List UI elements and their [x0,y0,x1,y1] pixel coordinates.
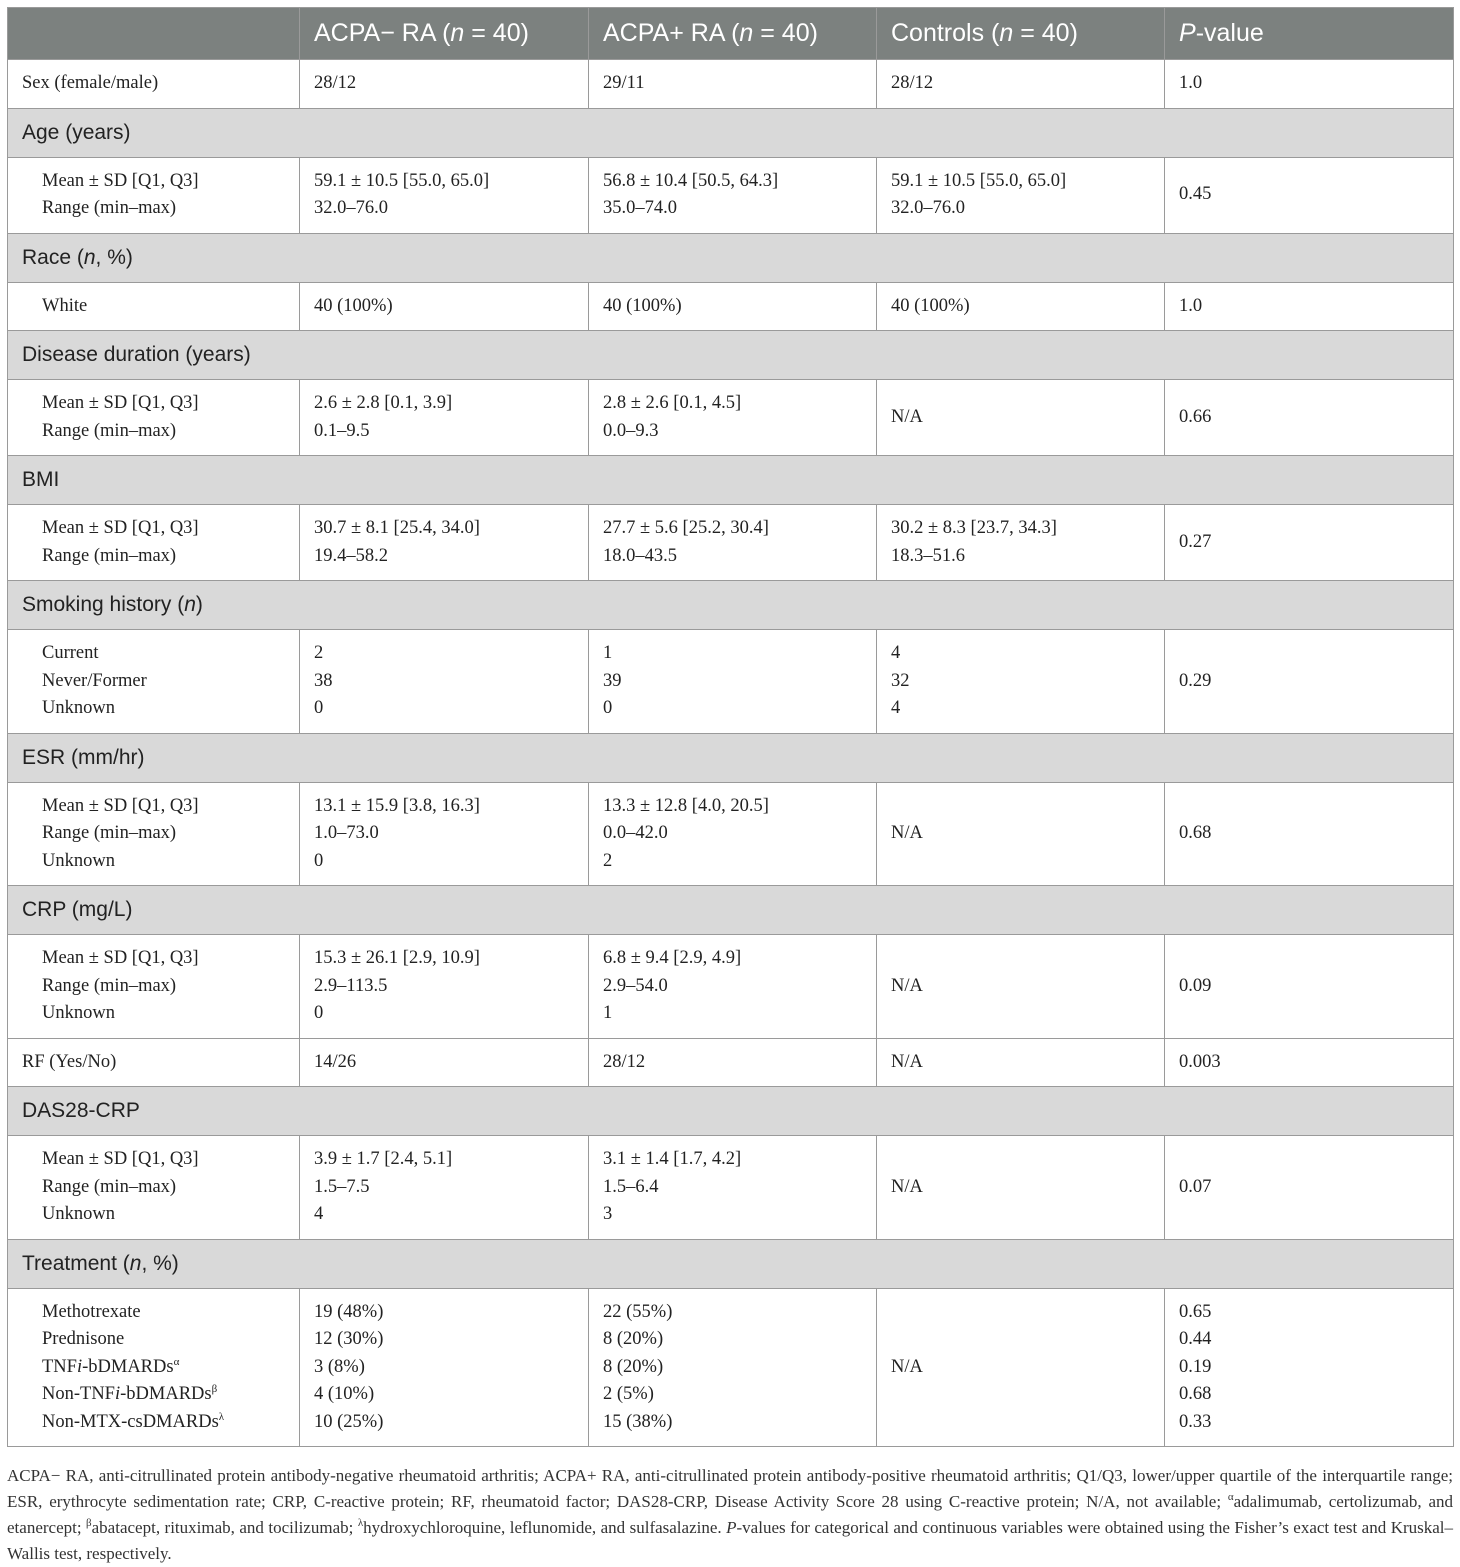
row-labels: Methotrexate Prednisone TNFi-bDMARDs$^\alpha$ Non-TNFi-bDMARDs$^\beta$ Non-MTX-csDMARDs$^\lambda$ [8,1288,300,1447]
cell-acpa-positive: 13.3 ± 12.8 [4.0, 20.5] 0.0–42.0 2 [589,782,877,886]
cell-p-value: 1.0 [1165,60,1454,109]
header-controls: Controls (n = 40) [877,8,1165,60]
header-acpa-negative: ACPA− RA (n = 40) [300,8,589,60]
table-row-age [8,157,1454,233]
cell-acpa-positive: 6.8 ± 9.4 [2.9, 4.9] 2.9–54.0 1 [589,935,877,1039]
section-row-esr [8,733,1454,782]
section-title: DAS28-CRP [8,1087,1454,1136]
cell-acpa-negative: 2.6 ± 2.8 [0.1, 3.9] 0.1–9.5 [300,380,589,456]
cell-acpa-positive: 29/11 [589,60,877,109]
cell-acpa-positive: 40 (100%) [589,282,877,331]
table-footnote: ACPA− RA, anti-citrullinated protein antibody-negative rheumatoid arthritis; ACPA+ RA, anti-citrullinated protein antibody-positive rheumatoid arthritis; Q1/Q3, lower/upper quartile of the interquartile range; ESR, erythrocyte sedimentation rate; CRP, C-reactive protein; RF, rheumatoid factor; DAS28-CRP, Disease Activity Score 28 using C-reactive protein; N/A, not available; $^\alpha$adalimumab, certolizumab, and etanercept; $^\beta$abatacept, rituximab, and tocilizumab; $^\lambda$hydroxychloroquine, leflunomide, and sulfasalazine. P-values for categorical and continuous variables were obtained using the Fisher’s exact test and Kruskal–Wallis test, respectively. [7,1466,1454,1563]
section-row-race [8,233,1454,282]
cell-acpa-negative: 59.1 ± 10.5 [55.0, 65.0] 32.0–76.0 [300,157,589,233]
cell-acpa-positive: 2.8 ± 2.6 [0.1, 4.5] 0.0–9.3 [589,380,877,456]
section-title: Smoking history (n) [8,581,1454,630]
cell-acpa-positive: 22 (55%) 8 (20%) 8 (20%) 2 (5%) 15 (38%) [589,1288,877,1447]
cell-controls: 4 32 4 [877,630,1165,734]
cell-acpa-positive: 56.8 ± 10.4 [50.5, 64.3] 35.0–74.0 [589,157,877,233]
row-labels: Mean ± SD [Q1, Q3] Range (min–max) Unknown [8,782,300,886]
cell-controls: N/A [877,935,1165,1039]
header-blank [8,8,300,60]
cell-acpa-negative: 28/12 [300,60,589,109]
cell-controls: 30.2 ± 8.3 [23.7, 34.3] 18.3–51.6 [877,505,1165,581]
section-title: CRP (mg/L) [8,886,1454,935]
table-row-race [8,282,1454,331]
section-title: Race (n, %) [8,233,1454,282]
cell-p-value: 0.65 0.44 0.19 0.68 0.33 [1165,1288,1454,1447]
section-row-treatment [8,1239,1454,1288]
section-title: Disease duration (years) [8,331,1454,380]
row-labels: Mean ± SD [Q1, Q3] Range (min–max) [8,157,300,233]
cell-p-value: 0.29 [1165,630,1454,734]
cell-p-value: 0.09 [1165,935,1454,1039]
header-p-value: P-value [1165,8,1454,60]
row-label: RF (Yes/No) [8,1038,300,1087]
table-row-disease-duration [8,380,1454,456]
row-labels: Mean ± SD [Q1, Q3] Range (min–max) Unknown [8,935,300,1039]
cell-acpa-negative: 15.3 ± 26.1 [2.9, 10.9] 2.9–113.5 0 [300,935,589,1039]
table-row-das28-crp [8,1136,1454,1240]
row-label: White [8,282,300,331]
table-row-rf [8,1038,1454,1087]
cell-acpa-negative: 40 (100%) [300,282,589,331]
cell-acpa-negative: 30.7 ± 8.1 [25.4, 34.0] 19.4–58.2 [300,505,589,581]
row-labels: Mean ± SD [Q1, Q3] Range (min–max) [8,505,300,581]
section-row-crp [8,886,1454,935]
cell-acpa-negative: 19 (48%) 12 (30%) 3 (8%) 4 (10%) 10 (25%) [300,1288,589,1447]
cell-controls: 59.1 ± 10.5 [55.0, 65.0] 32.0–76.0 [877,157,1165,233]
header-acpa-positive: ACPA+ RA (n = 40) [589,8,877,60]
row-label: Sex (female/male) [8,60,300,109]
section-row-disease-duration [8,331,1454,380]
section-row-bmi [8,456,1454,505]
table-row-smoking [8,630,1454,734]
section-title: BMI [8,456,1454,505]
cell-controls: N/A [877,380,1165,456]
table-row-bmi [8,505,1454,581]
cell-acpa-positive: 28/12 [589,1038,877,1087]
table-row-sex [8,60,1454,109]
cell-acpa-negative: 14/26 [300,1038,589,1087]
cell-controls: N/A [877,1136,1165,1240]
cell-acpa-positive: 27.7 ± 5.6 [25.2, 30.4] 18.0–43.5 [589,505,877,581]
cell-p-value: 0.07 [1165,1136,1454,1240]
row-labels: Mean ± SD [Q1, Q3] Range (min–max) [8,380,300,456]
baseline-characteristics-table [7,7,1454,1447]
row-labels: Current Never/Former Unknown [8,630,300,734]
cell-controls: N/A [877,1038,1165,1087]
cell-acpa-negative: 2 38 0 [300,630,589,734]
section-title: Treatment (n, %) [8,1239,1454,1288]
cell-acpa-positive: 3.1 ± 1.4 [1.7, 4.2] 1.5–6.4 3 [589,1136,877,1240]
section-title: Age (years) [8,108,1454,157]
cell-p-value: 0.27 [1165,505,1454,581]
cell-acpa-negative: 3.9 ± 1.7 [2.4, 5.1] 1.5–7.5 4 [300,1136,589,1240]
section-title: ESR (mm/hr) [8,733,1454,782]
table-row-esr [8,782,1454,886]
cell-p-value: 0.66 [1165,380,1454,456]
cell-controls: N/A [877,1288,1165,1447]
table-row-crp [8,935,1454,1039]
cell-controls: 28/12 [877,60,1165,109]
table-row-treatment [8,1288,1454,1447]
section-row-age [8,108,1454,157]
section-row-das28-crp [8,1087,1454,1136]
cell-p-value: 0.003 [1165,1038,1454,1087]
section-row-smoking [8,581,1454,630]
header-row [8,8,1454,60]
row-labels: Mean ± SD [Q1, Q3] Range (min–max) Unknown [8,1136,300,1240]
cell-p-value: 0.68 [1165,782,1454,886]
cell-controls: N/A [877,782,1165,886]
cell-acpa-positive: 1 39 0 [589,630,877,734]
cell-controls: 40 (100%) [877,282,1165,331]
cell-acpa-negative: 13.1 ± 15.9 [3.8, 16.3] 1.0–73.0 0 [300,782,589,886]
cell-p-value: 1.0 [1165,282,1454,331]
cell-p-value: 0.45 [1165,157,1454,233]
